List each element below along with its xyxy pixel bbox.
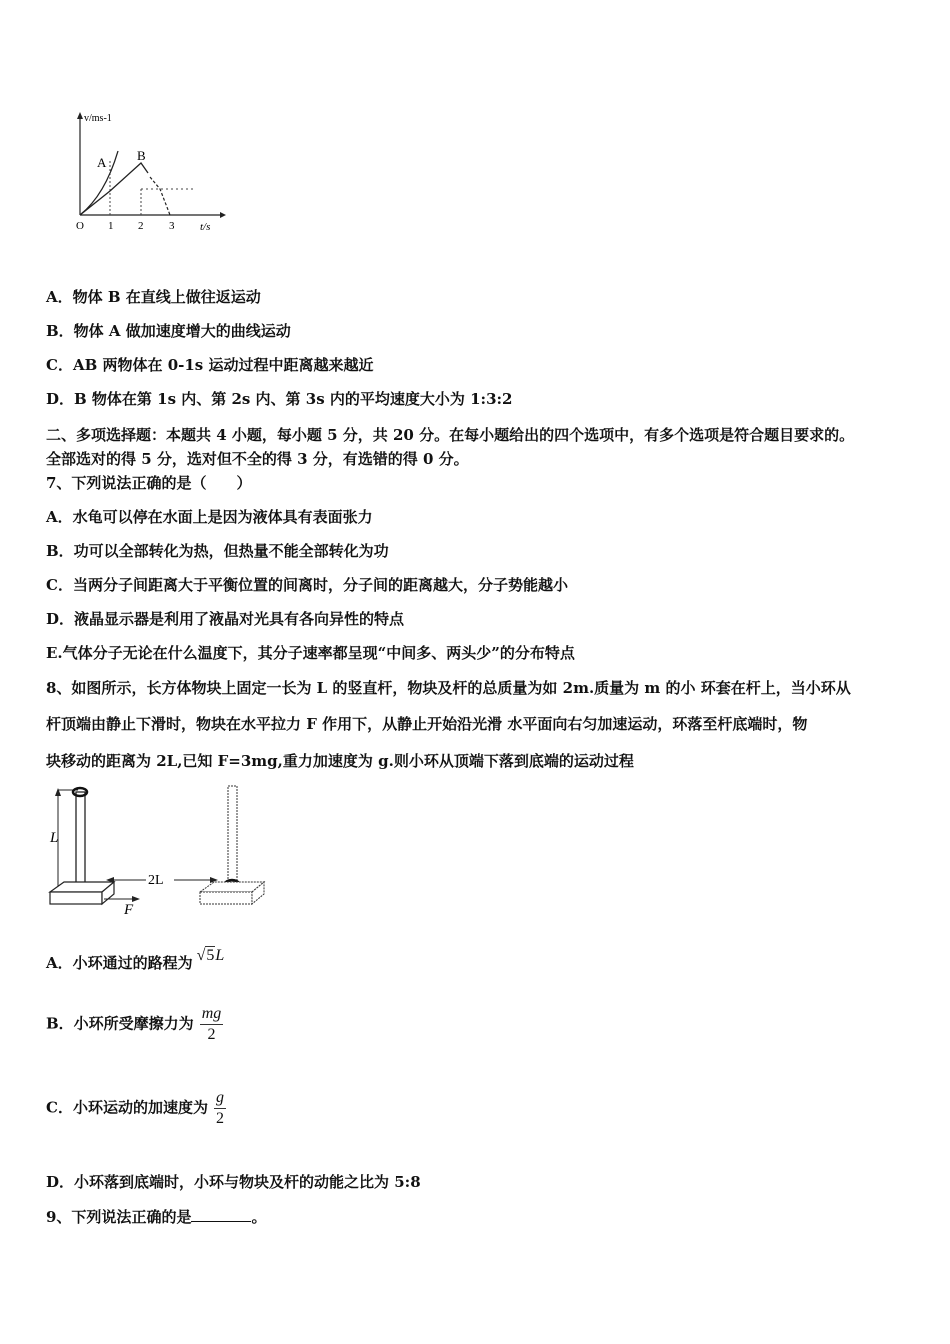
section2-header-line1: 二、多项选择题：本题共 4 小题，每小题 5 分，共 20 分。在每小题给出的四个选项中，有多个选项是符合题目要求的。	[46, 426, 855, 444]
rod-left	[76, 792, 85, 888]
q8-option-a-text: A．小环通过的路程为	[46, 954, 193, 972]
tick-label-3: 3	[169, 220, 175, 232]
section2-header-line2: 全部选对的得 5 分，选对但不全的得 3 分，有选错的得 0 分。	[46, 450, 469, 468]
q8-option-d: D．小环落到底端时，小环与物块及杆的动能之比为 5:8	[46, 1173, 421, 1191]
fraction-g-over-2	[214, 1088, 226, 1129]
t-axis-label: t/s	[200, 221, 211, 233]
fraction-numerator: mg	[200, 1004, 224, 1025]
line-b	[80, 163, 148, 215]
block-left-front	[50, 892, 102, 904]
q8-stem-line3: 块移动的距离为 2L,已知 F=3mg,重力加速度为 g.则小环从顶端下落到底端的运动过程	[46, 752, 634, 770]
t-axis-arrow	[220, 212, 226, 218]
block-right-front	[200, 892, 252, 904]
label-2l: 2L	[148, 873, 164, 888]
q6-option-d: D．B 物体在第 1s 内、第 2s 内、第 3s 内的平均速度大小为 1:3:2	[46, 390, 513, 408]
tick-label-1: 1	[108, 220, 114, 232]
v-axis-label: v/ms-1	[84, 113, 112, 124]
q9-stem-text: 9、下列说法正确的是	[46, 1208, 192, 1226]
sqrt-variable: L	[215, 947, 225, 964]
label-force-f: F	[124, 902, 134, 918]
q6-option-c: C．AB 两物体在 0-1s 运动过程中距离越来越近	[46, 356, 374, 374]
origin-label: O	[76, 220, 84, 232]
fraction-mg-over-2	[200, 1004, 224, 1045]
q8-option-b-text: B．小环所受摩擦力为	[46, 1014, 194, 1033]
force-arrow-head	[132, 896, 140, 902]
line-b-tail	[150, 177, 170, 215]
rod-right	[228, 786, 237, 882]
label-b: B	[137, 148, 146, 163]
q7-option-b: B．功可以全部转化为热，但热量不能全部转化为功	[46, 542, 389, 560]
q7-stem: 7、下列说法正确的是（ ）	[46, 474, 252, 492]
fraction-numerator: g	[214, 1088, 226, 1109]
q9-stem	[46, 1206, 266, 1227]
q8-option-a	[46, 947, 225, 973]
height-arrow-top	[55, 788, 61, 796]
q6-option-b: B．物体 A 做加速度增大的曲线运动	[46, 322, 291, 340]
q8-option-c-text: C．小环运动的加速度为	[46, 1098, 208, 1117]
q8-stem-line1: 8、如图所示，长方体物块上固定一长为 L 的竖直杆，物块及杆的总质量为如 2m.质量为 m 的小 环套在杆上，当小环从	[46, 679, 851, 697]
sqrt-expression: √5L	[196, 947, 225, 964]
q8-option-c	[46, 1088, 226, 1129]
q7-option-d: D．液晶显示器是利用了液晶对光具有各向异性的特点	[46, 610, 405, 628]
q9-stem-end: 。	[251, 1208, 267, 1226]
label-a: A	[97, 155, 107, 170]
q7-option-a: A．水龟可以停在水面上是因为液体具有表面张力	[46, 508, 373, 526]
fraction-denominator: 2	[215, 1110, 224, 1127]
q6-option-a: A．物体 B 在直线上做往返运动	[46, 288, 261, 306]
q7-option-c: C．当两分子间距离大于平衡位置的间离时，分子间的距离越大，分子势能越小	[46, 576, 568, 594]
sqrt-radicand: 5	[206, 947, 215, 964]
tick-label-2: 2	[138, 220, 144, 232]
fraction-denominator: 2	[207, 1026, 216, 1043]
block-rod-figure	[42, 780, 282, 920]
q7-option-e: E.气体分子无论在什么温度下，其分子速率都呈现“中间多、两头少”的分布特点	[46, 644, 575, 662]
vt-graph	[60, 105, 240, 245]
q8-option-b	[46, 1004, 223, 1045]
v-axis-arrow	[77, 112, 83, 119]
answer-blank[interactable]	[191, 1221, 251, 1222]
label-length-l: L	[50, 830, 59, 846]
q8-stem-line2: 杆顶端由静止下滑时，物块在水平拉力 F 作用下，从静止开始沿光滑 水平面向右匀加速运动，环落至杆底端时，物	[46, 715, 808, 733]
